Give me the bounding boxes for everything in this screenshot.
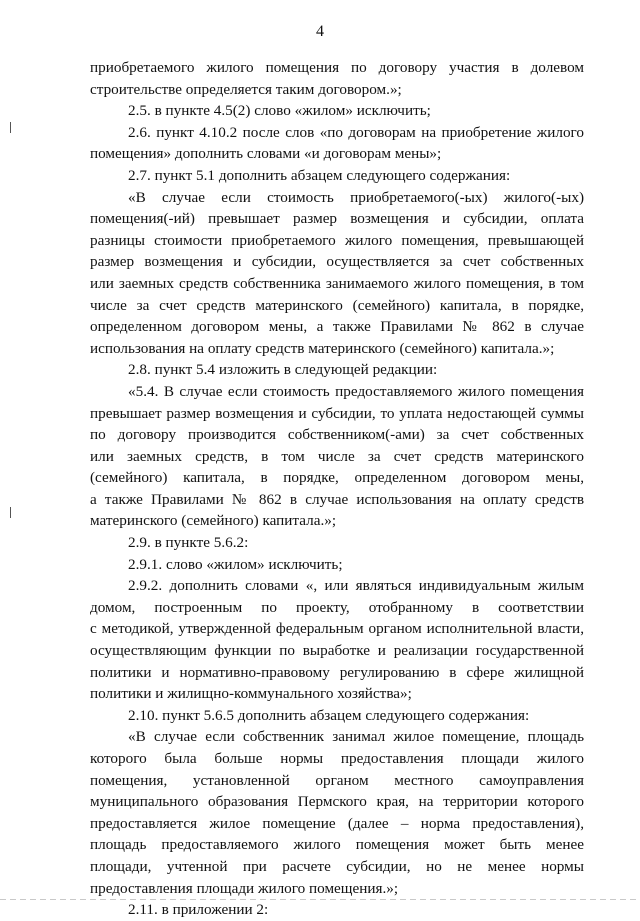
text-line: предоставления площади жилого помещения.»; [90, 879, 399, 897]
text-line: 2.9.2. дополнить словами «, или являться индивидуальным жилым [128, 577, 584, 595]
text-line: муниципального образования Пермского края, на территории которого [90, 793, 584, 811]
text-line: площади, учтенной при расчете субсидии, но не менее нормы [90, 857, 584, 875]
text-line: с методикой, утвержденной федеральным органом исполнительной власти, [90, 620, 584, 638]
text-line: предоставляется жилое помещение (далее – норма предоставления), [90, 814, 584, 832]
text-line: строительстве определяется таким договором.»; [90, 80, 402, 98]
text-line: 2.9. в пункте 5.6.2: [128, 534, 249, 552]
page-number: 4 [316, 23, 324, 40]
text-line: политики и жилищно-коммунального хозяйства»; [90, 685, 412, 703]
text-line: «В случае если собственник занимал жилое помещение, площадь [128, 728, 584, 746]
text-line: или заемных средств собственника занимаемого жилого помещения, в том [90, 274, 584, 292]
document-body [90, 57, 584, 921]
text-line: числе за счет средств материнского (семейного) капитала, в порядке, [90, 296, 584, 314]
text-line: площадь предоставляемого жилого помещения может быть менее [90, 836, 584, 854]
text-line: 2.8. пункт 5.4 изложить в следующей редакции: [128, 361, 438, 379]
text-line: которого была больше нормы предоставления площади жилого [90, 750, 584, 767]
text-line: 2.11. в приложении 2: [128, 901, 269, 919]
text-line: «5.4. В случае если стоимость предоставляемого жилого помещения [128, 382, 584, 400]
text-line: разницы стоимости приобретаемого жилого помещения, превышающей [90, 231, 584, 249]
text-line: размер возмещения и субсидии, осуществляется за счет собственных [90, 253, 584, 271]
text-line: «В случае если стоимость приобретаемого(-ых) жилого(-ых) [128, 188, 584, 206]
scan-bottom-edge [0, 899, 640, 900]
margin-mark [10, 507, 11, 518]
text-line: 2.7. пункт 5.1 дополнить абзацем следующего содержания: [128, 166, 511, 184]
text-line: а также Правилами № 862 в случае использования на оплату средств [90, 490, 584, 508]
text-line: помещения» дополнить словами «и договорам мены»; [90, 145, 442, 163]
text-line: превышает размер возмещения и субсидии, то уплата недостающей суммы [90, 404, 584, 422]
text-line: 2.9.1. слово «жилом» исключить; [128, 555, 343, 573]
text-line: помещения(-ий) превышает размер возмещения и субсидии, оплата [90, 210, 584, 228]
text-line: помещения, установленной органом местного самоуправления [90, 771, 584, 789]
text-line: материнского (семейного) капитала.»; [90, 512, 337, 530]
text-line: (семейного) капитала, в порядке, определенном договором мены, [90, 469, 584, 487]
text-line: или заемных средств, в том числе за счет средств материнского [90, 447, 584, 465]
text-line: 2.5. в пункте 4.5(2) слово «жилом» исключить; [128, 102, 431, 120]
text-line: по договору производится собственником(-ами) за счет собственных [90, 426, 584, 444]
text-line: использования на оплату средств материнского (семейного) капитала.»; [90, 339, 555, 357]
text-line: приобретаемого жилого помещения по договору участия в долевом [90, 59, 584, 76]
text-line: 2.6. пункт 4.10.2 после слов «по договорам на приобретение жилого [128, 123, 584, 141]
margin-mark [10, 122, 11, 133]
text-line: домом, построенным по проекту, отобранному в соответствии [90, 598, 584, 616]
text-line: осуществляющим функции по выработке и реализации государственной [90, 642, 584, 660]
text-line: определенном договором мены, а также Правилами № 862 в случае [90, 318, 584, 336]
text-line: политики и нормативно-правовому регулированию в сфере жилищной [90, 663, 584, 681]
text-line: 2.10. пункт 5.6.5 дополнить абзацем следующего содержания: [128, 706, 530, 724]
